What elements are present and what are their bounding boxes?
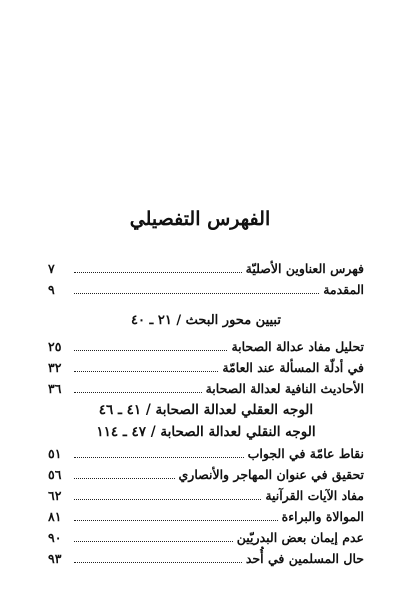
dot-leader (74, 272, 242, 273)
toc-entry-label: نقاط عامّة في الجواب (247, 446, 364, 461)
toc-entry-label: تحقيق في عنوان المهاجر والأنصاري (178, 467, 364, 482)
toc-entry-page: ٩ (48, 282, 55, 297)
section-heading-textual-aspect: الوجه النقلي لعدالة الصحابة / ٤٧ ـ ١١٤ (96, 424, 316, 440)
toc-entry-label: حال المسلمين في أُحد (245, 551, 364, 566)
toc-entry-page: ٢٥ (48, 339, 62, 354)
toc-entry-page: ٣٦ (48, 381, 62, 396)
dot-leader (74, 541, 233, 542)
toc-entry-muhajir-ansari (48, 464, 364, 485)
toc-entry-quranic-verses (48, 485, 364, 506)
toc-entry-general-points (48, 443, 364, 464)
toc-entry-label: عدم إيمان بعض البدريّين (236, 530, 364, 545)
toc-entry-label: مفاد الآيات القرآنية (265, 488, 364, 503)
toc-entry-page: ٥٦ (48, 467, 62, 482)
dot-leader (74, 350, 227, 351)
toc-entry-label: الموالاة والبراءة (281, 509, 364, 524)
toc-entry-page: ٣٢ (48, 360, 62, 375)
section-heading-rational-aspect: الوجه العقلي لعدالة الصحابة / ٤١ ـ ٤٦ (98, 402, 314, 418)
toc-entry-label: المقدمة (323, 282, 364, 297)
toc-entry-original-titles-index (48, 258, 364, 279)
dot-leader (74, 562, 242, 563)
toc-entry-negating-hadiths (48, 378, 364, 399)
toc-entry-label: الأحاديث النافية لعدالة الصحابة (205, 381, 364, 396)
page-title: الفهرس التفصيلي (129, 208, 271, 230)
section-heading-research-axis: تبيين محور البحث / ٢١ ـ ٤٠ (131, 313, 281, 328)
toc-entry-evidence (48, 357, 364, 378)
dot-leader (74, 293, 319, 294)
toc-entry-label: تحليل مفاد عدالة الصحابة (231, 339, 364, 354)
toc-entry-badriyyin (48, 527, 364, 548)
toc-entry-page: ٨١ (48, 509, 62, 524)
toc-entry-page: ٩٠ (48, 530, 62, 545)
toc-entry-loyalty-disavowal (48, 506, 364, 527)
toc-entry-introduction (48, 279, 364, 300)
toc-entry-page: ٩٣ (48, 551, 62, 566)
dot-leader (74, 371, 218, 372)
toc-entry-analysis (48, 336, 364, 357)
dot-leader (74, 520, 278, 521)
dot-leader (74, 392, 202, 393)
toc-entry-page: ٧ (48, 261, 55, 276)
toc-entry-uhud (48, 548, 364, 569)
toc-entry-page: ٦٢ (48, 488, 62, 503)
dot-leader (74, 457, 244, 458)
dot-leader (74, 499, 261, 500)
toc-entry-page: ٥١ (48, 446, 62, 461)
table-of-contents (48, 258, 364, 569)
toc-entry-label: فهرس العناوين الأصليّة (245, 261, 364, 276)
dot-leader (74, 478, 175, 479)
toc-entry-label: في أدلّة المسألة عند العامّة (222, 360, 364, 375)
